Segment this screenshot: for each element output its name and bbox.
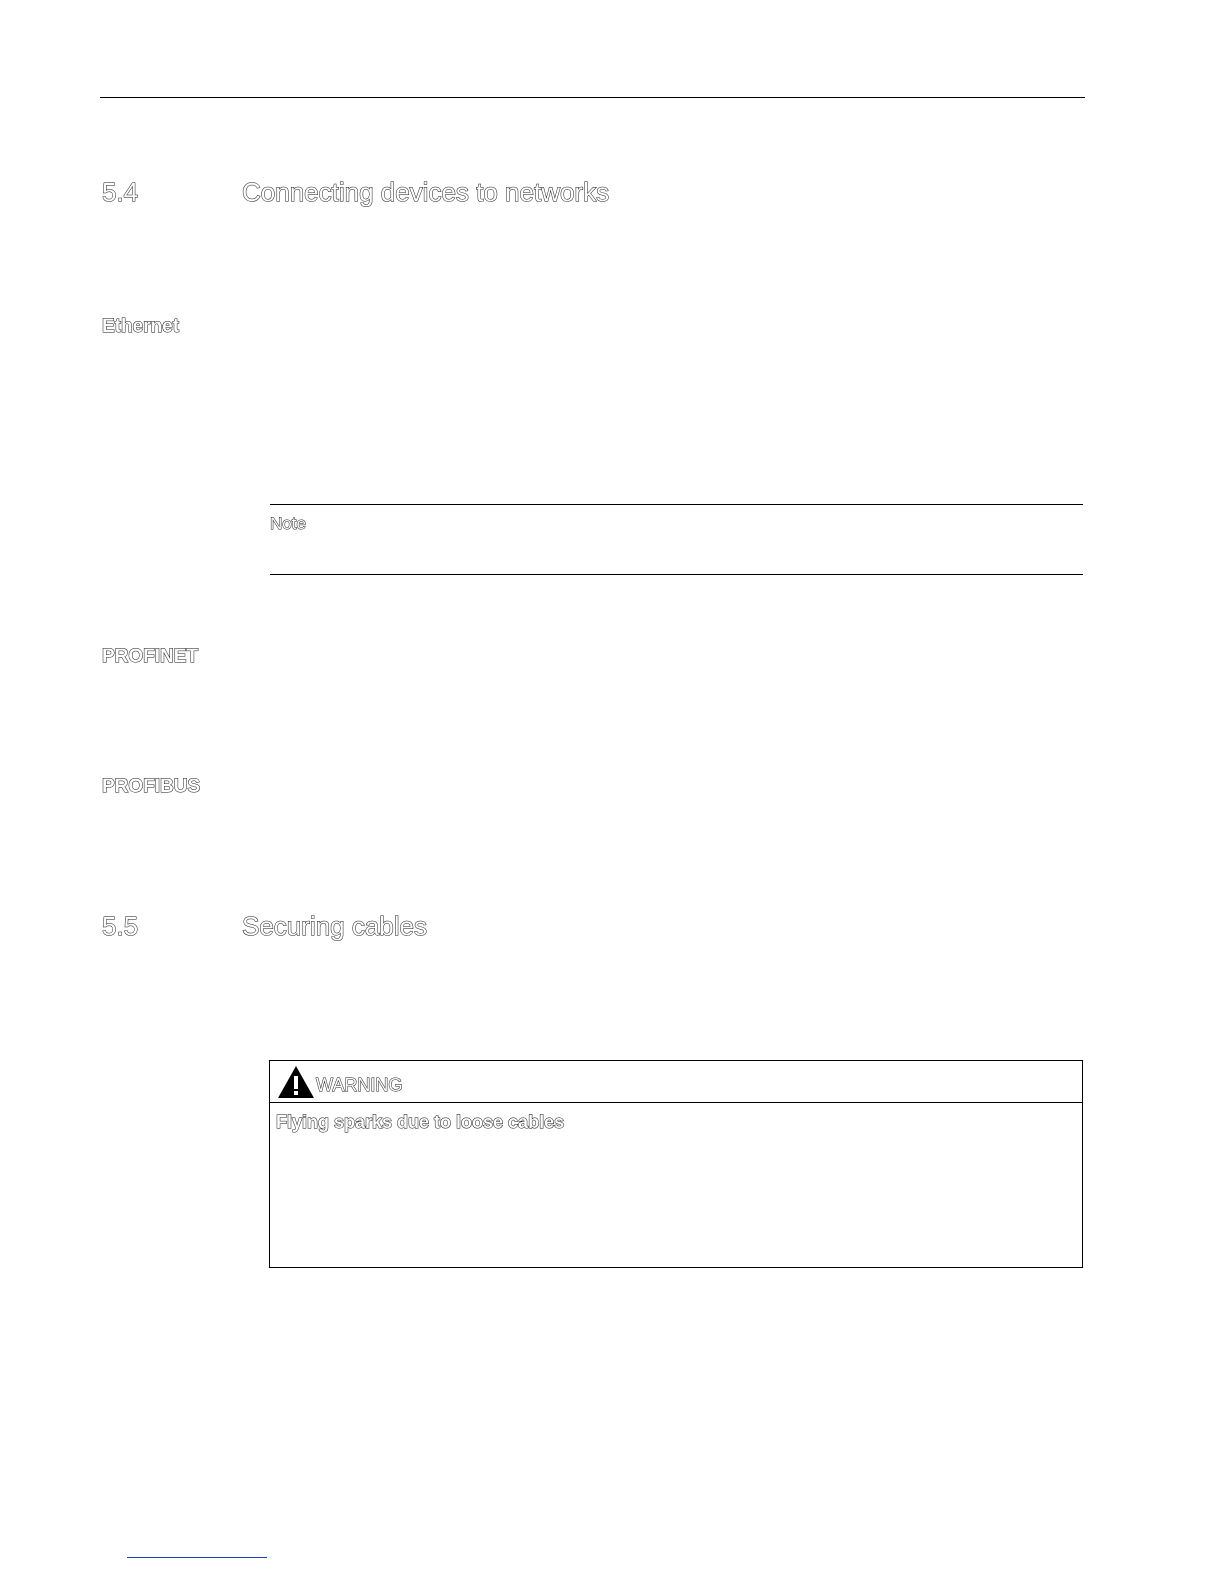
section-number: 5.4 bbox=[102, 177, 139, 207]
note-bottom-rule bbox=[270, 574, 1083, 575]
subheading-ethernet: Ethernet bbox=[102, 316, 180, 337]
warning-header bbox=[270, 1061, 1082, 1103]
header-rule bbox=[100, 97, 1085, 98]
subheading-profibus: PROFIBUS bbox=[102, 776, 201, 797]
warning-label: WARNING bbox=[316, 1075, 403, 1095]
section-title: Connecting devices to networks bbox=[242, 177, 610, 207]
warning-title: Flying sparks due to loose cables bbox=[276, 1112, 565, 1132]
note-label: Note bbox=[270, 514, 306, 533]
section-title: Securing cables bbox=[242, 911, 427, 941]
subheading-profinet: PROFINET bbox=[102, 646, 199, 667]
note-top-rule bbox=[270, 504, 1083, 505]
warning-triangle-icon bbox=[277, 1065, 315, 1099]
warning-box bbox=[269, 1060, 1083, 1268]
section-number: 5.5 bbox=[102, 911, 139, 941]
footer-link[interactable] bbox=[127, 1557, 267, 1558]
